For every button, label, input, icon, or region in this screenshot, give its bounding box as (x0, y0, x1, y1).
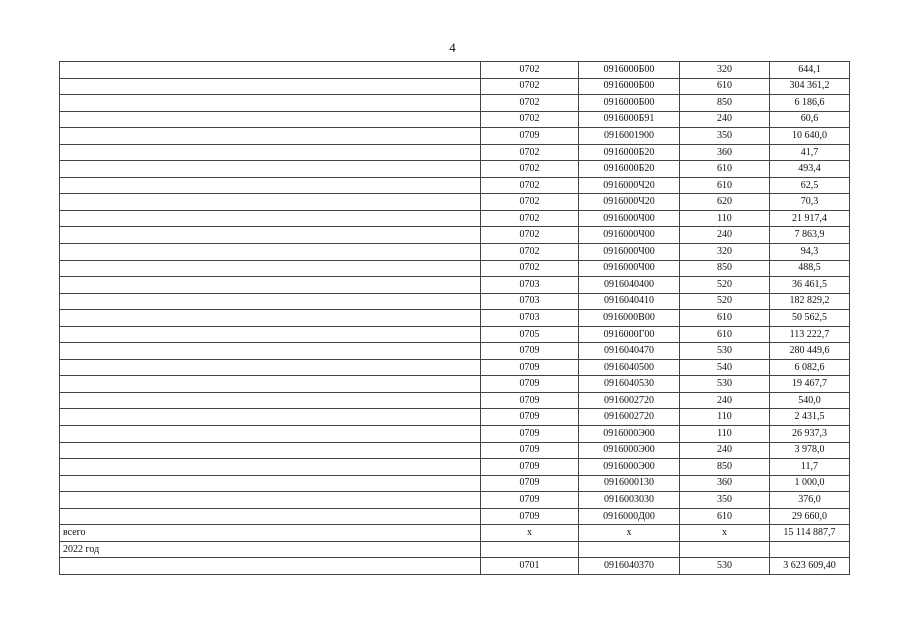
page-number: 4 (449, 40, 456, 55)
table-row (60, 210, 850, 227)
name-cell (60, 277, 481, 294)
section-cell: 0705 (481, 326, 579, 343)
section-cell: 0709 (481, 508, 579, 525)
table-body (60, 62, 850, 575)
table-row (60, 111, 850, 128)
expense-type-cell: 240 (680, 392, 770, 409)
amount-cell: 376,0 (770, 492, 850, 509)
amount-cell: 113 222,7 (770, 326, 850, 343)
table-row (60, 194, 850, 211)
table-row (60, 95, 850, 112)
amount-cell: 94,3 (770, 244, 850, 261)
section-cell: 0709 (481, 426, 579, 443)
table-row (60, 244, 850, 261)
section-cell: 0702 (481, 111, 579, 128)
section-cell: 0709 (481, 343, 579, 360)
target-code-cell: 0916000Ч00 (579, 244, 680, 261)
section-cell: 0702 (481, 227, 579, 244)
name-cell (60, 442, 481, 459)
target-code-cell: 0916003030 (579, 492, 680, 509)
name-cell (60, 260, 481, 277)
table-row (60, 144, 850, 161)
name-cell (60, 194, 481, 211)
target-code-cell: 0916040530 (579, 376, 680, 393)
section-cell: 0702 (481, 260, 579, 277)
expense-type-cell: 850 (680, 459, 770, 476)
amount-cell: 70,3 (770, 194, 850, 211)
expense-type-cell: 320 (680, 244, 770, 261)
section-cell: 0702 (481, 62, 579, 79)
expense-type-cell: 610 (680, 177, 770, 194)
table-row (60, 293, 850, 310)
target-code-cell: 0916000Б00 (579, 95, 680, 112)
amount-cell: 182 829,2 (770, 293, 850, 310)
section-cell: 0702 (481, 144, 579, 161)
table-row (60, 475, 850, 492)
target-code-cell: 0916000Д00 (579, 508, 680, 525)
target-code-cell: 0916000Э00 (579, 442, 680, 459)
amount-cell: 6 186,6 (770, 95, 850, 112)
table-row (60, 426, 850, 443)
target-code-cell: 0916000В00 (579, 310, 680, 327)
name-cell (60, 343, 481, 360)
table-row (60, 359, 850, 376)
section-cell: 0709 (481, 128, 579, 145)
amount-cell: 60,6 (770, 111, 850, 128)
target-code-cell: х (579, 525, 680, 542)
name-cell (60, 426, 481, 443)
target-code-cell: 0916040500 (579, 359, 680, 376)
name-cell (60, 293, 481, 310)
section-cell: 0709 (481, 459, 579, 476)
expense-type-cell: 530 (680, 343, 770, 360)
expense-type-cell: 850 (680, 260, 770, 277)
section-cell: 0709 (481, 475, 579, 492)
table-row (60, 459, 850, 476)
target-code-cell: 0916000Э00 (579, 459, 680, 476)
expense-type-cell: 350 (680, 128, 770, 145)
expense-type-cell: 110 (680, 426, 770, 443)
expense-type-cell: 240 (680, 442, 770, 459)
expense-type-cell: х (680, 525, 770, 542)
expense-type-cell: 240 (680, 111, 770, 128)
amount-cell: 493,4 (770, 161, 850, 178)
target-code-cell (579, 541, 680, 558)
section-cell: 0702 (481, 161, 579, 178)
table-row (60, 128, 850, 145)
amount-cell: 29 660,0 (770, 508, 850, 525)
section-cell: 0702 (481, 177, 579, 194)
amount-cell: 26 937,3 (770, 426, 850, 443)
expense-type-cell: 620 (680, 194, 770, 211)
target-code-cell: 0916000Б20 (579, 144, 680, 161)
expense-type-cell: 350 (680, 492, 770, 509)
expense-type-cell: 320 (680, 62, 770, 79)
section-cell: 0709 (481, 359, 579, 376)
name-cell (60, 392, 481, 409)
name-cell (60, 409, 481, 426)
target-code-cell: 0916000Б00 (579, 78, 680, 95)
expense-type-cell: 530 (680, 376, 770, 393)
name-cell (60, 508, 481, 525)
table-row (60, 492, 850, 509)
name-cell (60, 310, 481, 327)
expense-type-cell: 360 (680, 475, 770, 492)
name-cell (60, 177, 481, 194)
name-cell (60, 62, 481, 79)
section-cell: 0703 (481, 310, 579, 327)
name-cell (60, 244, 481, 261)
table-row (60, 62, 850, 79)
section-cell: 0702 (481, 210, 579, 227)
name-cell (60, 161, 481, 178)
amount-cell: 3 978,0 (770, 442, 850, 459)
table-row (60, 541, 850, 558)
section-cell: 0703 (481, 277, 579, 294)
expense-type-cell: 610 (680, 78, 770, 95)
target-code-cell: 0916002720 (579, 409, 680, 426)
section-cell: 0709 (481, 392, 579, 409)
section-cell: 0709 (481, 376, 579, 393)
table-row (60, 277, 850, 294)
name-cell (60, 95, 481, 112)
target-code-cell: 0916000Ч20 (579, 194, 680, 211)
expense-type-cell: 520 (680, 277, 770, 294)
target-code-cell: 0916000Ч00 (579, 210, 680, 227)
expense-type-cell: 110 (680, 409, 770, 426)
table-row (60, 260, 850, 277)
target-code-cell: 0916000Ч00 (579, 260, 680, 277)
table-row (60, 326, 850, 343)
name-cell (60, 210, 481, 227)
table-row (60, 177, 850, 194)
name-cell: всего (60, 525, 481, 542)
amount-cell: 488,5 (770, 260, 850, 277)
table-row (60, 310, 850, 327)
amount-cell: 19 467,7 (770, 376, 850, 393)
target-code-cell: 0916000Б91 (579, 111, 680, 128)
table-row (60, 78, 850, 95)
target-code-cell: 0916000Ч20 (579, 177, 680, 194)
name-cell (60, 227, 481, 244)
name-cell (60, 326, 481, 343)
target-code-cell: 0916000Ч00 (579, 227, 680, 244)
target-code-cell: 0916040370 (579, 558, 680, 575)
name-cell (60, 558, 481, 575)
amount-cell: 62,5 (770, 177, 850, 194)
table-row (60, 343, 850, 360)
section-cell: 0709 (481, 492, 579, 509)
amount-cell: 6 082,6 (770, 359, 850, 376)
expense-type-cell: 110 (680, 210, 770, 227)
table-row (60, 227, 850, 244)
name-cell (60, 492, 481, 509)
table-row (60, 558, 850, 575)
name-cell (60, 128, 481, 145)
expense-type-cell (680, 541, 770, 558)
table-row (60, 525, 850, 542)
table-row (60, 508, 850, 525)
section-cell: 0709 (481, 442, 579, 459)
section-cell: 0702 (481, 244, 579, 261)
amount-cell: 2 431,5 (770, 409, 850, 426)
section-cell: 0703 (481, 293, 579, 310)
section-cell: 0701 (481, 558, 579, 575)
amount-cell: 41,7 (770, 144, 850, 161)
table-row (60, 376, 850, 393)
target-code-cell: 0916000130 (579, 475, 680, 492)
section-cell: х (481, 525, 579, 542)
amount-cell: 36 461,5 (770, 277, 850, 294)
target-code-cell: 0916040400 (579, 277, 680, 294)
budget-table (59, 61, 850, 575)
table-row (60, 442, 850, 459)
amount-cell: 7 863,9 (770, 227, 850, 244)
amount-cell: 3 623 609,40 (770, 558, 850, 575)
section-cell: 0702 (481, 78, 579, 95)
target-code-cell: 0916000Б20 (579, 161, 680, 178)
amount-cell: 21 917,4 (770, 210, 850, 227)
expense-type-cell: 520 (680, 293, 770, 310)
expense-type-cell: 360 (680, 144, 770, 161)
amount-cell: 280 449,6 (770, 343, 850, 360)
expense-type-cell: 610 (680, 508, 770, 525)
name-cell (60, 78, 481, 95)
name-cell: 2022 год (60, 541, 481, 558)
expense-type-cell: 540 (680, 359, 770, 376)
amount-cell: 15 114 887,7 (770, 525, 850, 542)
name-cell (60, 376, 481, 393)
amount-cell: 1 000,0 (770, 475, 850, 492)
name-cell (60, 111, 481, 128)
target-code-cell: 0916000Г00 (579, 326, 680, 343)
target-code-cell: 0916000Б00 (579, 62, 680, 79)
amount-cell: 10 640,0 (770, 128, 850, 145)
table-row (60, 409, 850, 426)
target-code-cell: 0916001900 (579, 128, 680, 145)
name-cell (60, 459, 481, 476)
amount-cell: 11,7 (770, 459, 850, 476)
amount-cell: 540,0 (770, 392, 850, 409)
expense-type-cell: 850 (680, 95, 770, 112)
expense-type-cell: 240 (680, 227, 770, 244)
expense-type-cell: 610 (680, 310, 770, 327)
section-cell: 0702 (481, 194, 579, 211)
amount-cell: 50 562,5 (770, 310, 850, 327)
expense-type-cell: 610 (680, 161, 770, 178)
expense-type-cell: 530 (680, 558, 770, 575)
expense-type-cell: 610 (680, 326, 770, 343)
amount-cell: 644,1 (770, 62, 850, 79)
name-cell (60, 475, 481, 492)
section-cell (481, 541, 579, 558)
table-row (60, 161, 850, 178)
section-cell: 0702 (481, 95, 579, 112)
target-code-cell: 0916002720 (579, 392, 680, 409)
amount-cell (770, 541, 850, 558)
section-cell: 0709 (481, 409, 579, 426)
name-cell (60, 359, 481, 376)
table-row (60, 392, 850, 409)
target-code-cell: 0916000Э00 (579, 426, 680, 443)
name-cell (60, 144, 481, 161)
amount-cell: 304 361,2 (770, 78, 850, 95)
target-code-cell: 0916040410 (579, 293, 680, 310)
target-code-cell: 0916040470 (579, 343, 680, 360)
